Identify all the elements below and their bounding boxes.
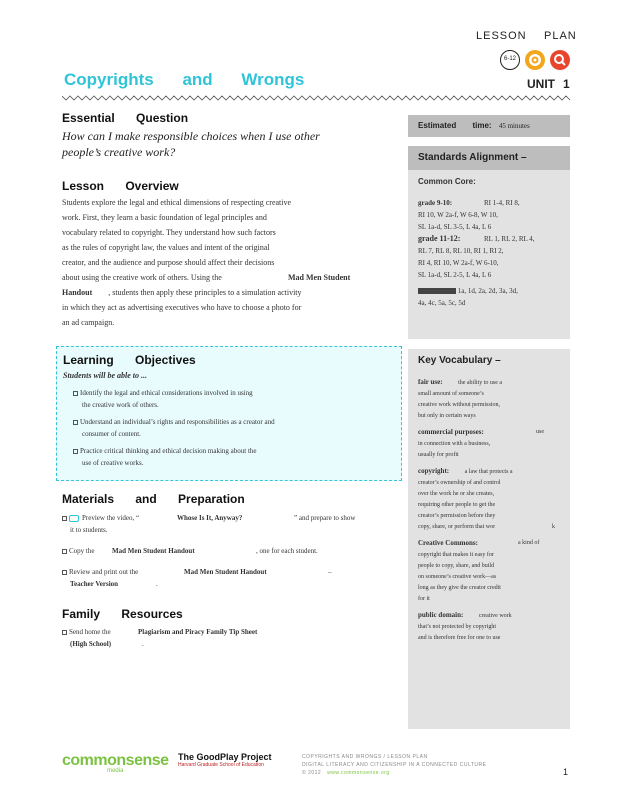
lesson-overview-heading: Lesson Overview: [62, 179, 179, 193]
checkbox-icon: [62, 630, 67, 635]
overview-line: work. First, they learn a basic foundation of legal principles and: [62, 213, 267, 222]
materials-item: [62, 512, 392, 524]
vocab-term-name: fair use:: [418, 378, 443, 386]
standards-box: [408, 146, 570, 339]
tip-sheet-link-cont[interactable]: (High School): [70, 640, 112, 648]
vocab-def: long as they give the creator credit: [418, 585, 501, 591]
family-item: [62, 638, 392, 650]
lesson-title: Copyrights and Wrongs: [64, 70, 305, 89]
standards-line: RI 1-4, RI 8,: [484, 199, 520, 207]
grade-11-12-label: grade 11-12:: [418, 234, 461, 243]
checkbox-icon: [73, 449, 78, 454]
vocab-def: creative work without permission,: [418, 402, 500, 408]
objective-text: use of creative works.: [82, 459, 144, 467]
goodplay-sub: Harvard Graduate School of Education: [178, 762, 264, 768]
vocab-def: and is therefore free for one to use: [418, 635, 501, 641]
vocab-term-name: copyright:: [418, 467, 450, 475]
materials-list: [62, 512, 392, 590]
materials-heading: Materials and Preparation: [62, 492, 245, 506]
materials-text: Review and print out the: [69, 568, 139, 576]
vocab-def: copy, share, or perform that wor: [418, 524, 496, 530]
vocab-term: [418, 377, 560, 422]
overview-line: [62, 270, 382, 285]
materials-item: [62, 545, 392, 557]
vocab-def: for it: [418, 596, 430, 602]
vocab-def: usually for profit: [418, 452, 459, 458]
estimated-time-value: 45 minutes: [498, 122, 530, 130]
standards-heading: Standards Alignment –: [408, 146, 570, 170]
overview-line: vocabulary related to copyright. They understand how such factors: [62, 228, 276, 237]
standards-line: 4a, 4c, 5a, 5c, 5d: [418, 299, 466, 307]
vocab-def: over the work he or she creates,: [418, 491, 495, 497]
learning-objectives-heading: Learning Objectives: [63, 353, 196, 367]
overview-line: Students explore the legal and ethical dimensions of respecting creative: [62, 198, 292, 207]
family-resources-heading: Family Resources: [62, 607, 183, 621]
vocab-def: a kind of: [518, 540, 540, 546]
checkbox-icon: [62, 570, 67, 575]
family-text: Send home the: [69, 628, 111, 636]
family-list: [62, 626, 392, 650]
vocab-def: that’s not protected by copyright: [418, 624, 496, 630]
materials-item: [62, 578, 392, 590]
footer-line: [302, 769, 486, 777]
page-number: 1: [563, 767, 569, 777]
vocab-def: k: [552, 524, 555, 530]
vocab-term: [418, 466, 560, 533]
vocab-def: on someone’s creative work—as: [418, 574, 497, 580]
footer-info: [302, 753, 486, 777]
vocab-def: creator’s ownership of and control: [418, 480, 501, 486]
video-link[interactable]: Whose Is It, Anyway?: [177, 514, 243, 522]
vocab-def: use: [536, 429, 544, 435]
search-icon: [550, 50, 570, 70]
grade-badge-icon: 6-12: [500, 50, 520, 70]
vocab-def: a law that protects a: [464, 469, 513, 475]
materials-text: it to students.: [70, 526, 108, 534]
estimated-time-label: Estimated time:: [418, 121, 492, 130]
materials-text: Copy the: [69, 547, 95, 555]
vocab-term-name: public domain:: [418, 611, 464, 619]
handout-link-cont[interactable]: Handout: [62, 288, 93, 297]
handout-link[interactable]: Mad Men Student Handout: [184, 568, 267, 576]
learning-objectives-list: [73, 387, 393, 469]
vocab-def: small amount of someone’s: [418, 391, 484, 397]
objective-text: the creative work of others.: [82, 401, 159, 409]
teacher-version-link[interactable]: Teacher Version: [70, 580, 119, 588]
unit-label: UNIT: [527, 77, 555, 91]
footer-year: © 2012: [302, 770, 322, 776]
vocabulary-heading: Key Vocabulary –: [408, 349, 570, 373]
vocab-term: [418, 610, 560, 644]
materials-text: , one for each student.: [256, 547, 318, 555]
essential-question: [62, 128, 320, 160]
standards-line: SL 1a-d, SL 3-5, L 4a, L 6: [418, 223, 492, 231]
vocab-def: requiring other people to get the: [418, 502, 496, 508]
family-item: [62, 626, 392, 638]
objective-text: Practice critical thinking and ethical decision making about the: [80, 447, 257, 455]
handout-link[interactable]: Mad Men Student Handout: [112, 547, 195, 555]
lesson-label: LESSON: [476, 30, 527, 42]
goodplay-title: The GoodPlay Project: [178, 752, 272, 762]
vocab-def: the ability to use a: [458, 380, 503, 386]
zigzag-divider: [62, 94, 572, 102]
vocab-term: [418, 427, 560, 461]
checkbox-icon: [62, 516, 67, 521]
vocab-term-name: commercial purposes:: [418, 428, 484, 436]
overview-line: as the rules of copyright law, the values and intent of the original: [62, 243, 270, 252]
handout-link[interactable]: Mad Men Student: [288, 273, 351, 282]
objective-text: Identify the legal and ethical considerations involved in using: [80, 389, 253, 397]
essential-question-line: people’s creative work?: [62, 145, 176, 159]
footer-url[interactable]: www.commonsense.org: [327, 770, 390, 776]
goodplay-logo: [178, 752, 272, 768]
overview-line: an ad campaign.: [62, 318, 115, 327]
target-icon: [525, 50, 545, 70]
objective-item: [73, 387, 393, 411]
objective-item: [73, 416, 393, 440]
essential-question-heading: Essential Question: [62, 111, 189, 125]
materials-item: [62, 566, 392, 578]
video-icon: [69, 515, 79, 522]
overview-line: creator, and the audience and purpose should affect their decisions: [62, 258, 275, 267]
nets-line: [418, 285, 560, 297]
common-core-label: Common Core:: [418, 177, 476, 186]
standards-line: SL 1a-d, SL 2-5, L 4a, L 6: [418, 271, 492, 279]
checkbox-icon: [73, 391, 78, 396]
vocab-term: [418, 538, 560, 605]
essential-question-line: How can I make responsible choices when I use other: [62, 129, 320, 143]
overview-line-text: about using the creative work of others. Using the: [62, 273, 222, 282]
materials-text: Preview the video, “: [82, 514, 140, 522]
vocab-term-name: Creative Commons:: [418, 539, 478, 547]
objective-item: [73, 445, 393, 469]
learning-objectives-box: [56, 346, 402, 481]
checkbox-icon: [73, 420, 78, 425]
vocab-def: people to copy, share, and build: [418, 563, 495, 569]
redacted-label: [418, 288, 456, 294]
plan-label: PLAN: [544, 30, 577, 42]
materials-text: ” and prepare to show: [294, 514, 356, 522]
tip-sheet-link[interactable]: Plagiarism and Piracy Family Tip Sheet: [138, 628, 258, 636]
objective-text: Understand an individual’s rights and responsibilities as a creator and: [80, 418, 275, 426]
standards-line: RI 4, RI 10, W 2a-f, W 6-10,: [418, 259, 499, 267]
family-text: .: [142, 640, 144, 648]
brand-name: commonsense: [62, 752, 169, 769]
overview-line: [62, 285, 382, 300]
vocab-def: creative work: [478, 613, 512, 619]
learning-objectives-intro: Students will be able to ...: [63, 371, 148, 380]
footer-line: COPYRIGHTS AND WRONGS / LESSON PLAN: [302, 754, 428, 760]
objective-text: consumer of content.: [82, 430, 141, 438]
vocabulary-box: [408, 349, 570, 729]
unit-number: 1: [563, 77, 570, 91]
footer-line: DIGITAL LITERACY AND CITIZENSHIP IN A CONNECTED CULTURE: [302, 762, 487, 768]
grade-9-10-label: grade 9-10:: [418, 199, 453, 207]
vocab-def: but only in certain ways: [418, 413, 476, 419]
standards-line: 1a, 1d, 2a, 2d, 3a, 3d,: [457, 287, 518, 295]
lesson-overview-text: [62, 195, 382, 330]
overview-line: in which they act as advertising executives who have to choose a photo for: [62, 303, 302, 312]
vocab-def: copyright that makes it easy for: [418, 552, 494, 558]
standards-line: RL 7, RL 8, RL 10, RI 1, RI 2,: [418, 247, 504, 255]
estimated-time-box: [408, 115, 570, 137]
brand-sub: media: [107, 768, 124, 774]
standards-line: RI 10, W 2a-f, W 6-8, W 10,: [418, 211, 498, 219]
vocab-def: in connection with a business,: [418, 441, 491, 447]
checkbox-icon: [62, 549, 67, 554]
commonsense-logo: [62, 752, 169, 774]
overview-line-text: , students then apply these principles to a simulation activity: [108, 288, 302, 297]
standards-line: RL 1, RL 2, RL 4,: [484, 235, 535, 243]
materials-text: .: [156, 580, 158, 588]
materials-text: –: [328, 568, 332, 576]
vocab-def: creator’s permission before they: [418, 513, 496, 519]
